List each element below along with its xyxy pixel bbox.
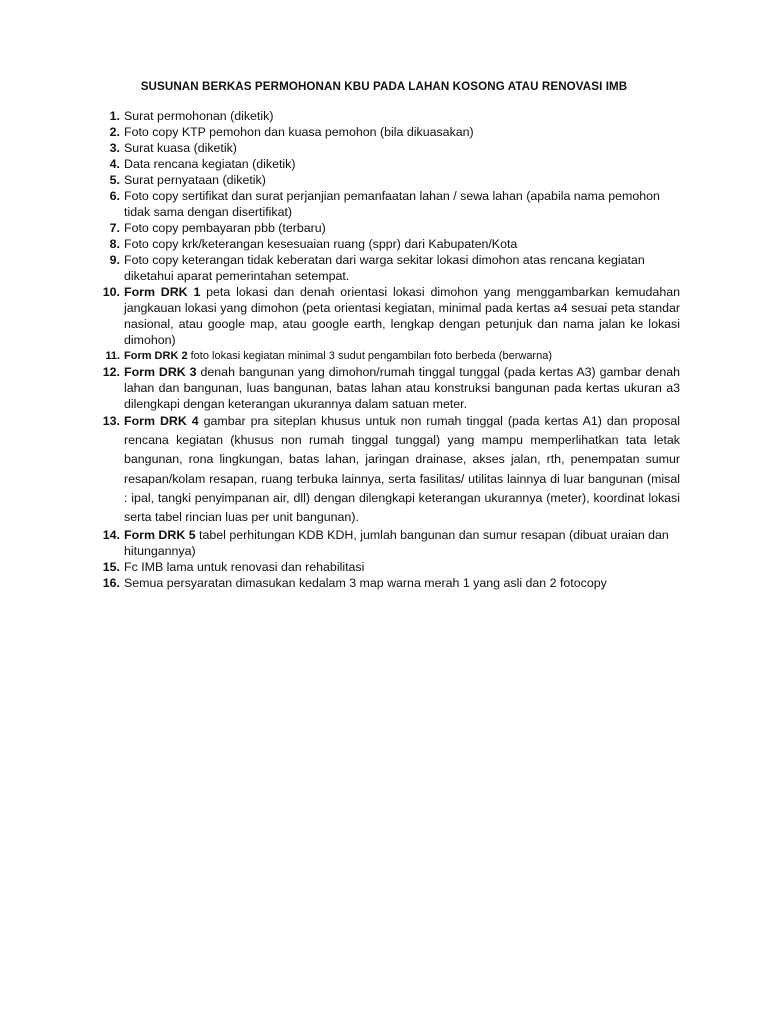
- form-label: Form DRK 2: [124, 350, 188, 362]
- list-item: [96, 108, 680, 124]
- item-number: 5.: [109, 173, 120, 187]
- list-item: [96, 172, 680, 188]
- item-number: 16.: [102, 576, 120, 591]
- list-item: [96, 527, 680, 559]
- list-item: [96, 236, 680, 252]
- item-number: 15.: [102, 560, 120, 575]
- list-item: [96, 284, 680, 348]
- item-text: foto lokasi kegiatan minimal 3 sudut pengambilan foto berbeda (berwarna): [187, 350, 552, 362]
- document-title: SUSUNAN BERKAS PERMOHONAN KBU PADA LAHAN KOSONG ATAU RENOVASI IMB: [140, 80, 628, 93]
- form-label: Form DRK 1: [124, 285, 201, 299]
- list-item: [96, 140, 680, 156]
- item-number: 2.: [109, 125, 120, 139]
- item-text: gambar pra siteplan khusus untuk non rumah tinggal (pada kertas A1) dan proposal rencana kegiatan (khusus non rumah tinggal tunggal) yang mampu memperlihatkan tata letak bangunan, rona lingkungan, batas lahan, jaringan drainase, akses jalan, rth, penempatan sumur resapan/kolam resapan, ruang terbuka lainnya, serta fasilitas/ utilitas lainnya di luar bangunan (misal : ipal, tangki penyimpanan air, dll) dengan dilengkapi keterangan ukurannya (meter), koordinat lokasi serta tabel rincian luas per unit bangunan).: [124, 414, 680, 525]
- item-text: Surat kuasa (diketik): [124, 141, 237, 155]
- item-text: Foto copy KTP pemohon dan kuasa pemohon (bila dikuasakan): [124, 125, 474, 139]
- list-item: [96, 575, 680, 591]
- item-number: 11.: [105, 350, 120, 362]
- item-text: denah bangunan yang dimohon/rumah tinggal tunggal (pada kertas A3) gambar denah lahan dan bangunan, luas bangunan, batas lahan atau konstruksi bangunan pada kertas ukuran a3 dilengkapi dengan keterangan ukurannya dalam satuan meter.: [124, 365, 680, 411]
- item-text: Surat permohonan (diketik): [124, 109, 274, 123]
- item-text: Foto copy keterangan tidak keberatan dari warga sekitar lokasi dimohon atas rencana kegiatan diketahui aparat pemerintahan setempat.: [124, 253, 645, 283]
- item-number: 4.: [109, 157, 120, 171]
- item-text: Foto copy pembayaran pbb (terbaru): [124, 221, 326, 235]
- item-number: 7.: [109, 221, 120, 235]
- item-text: peta lokasi dan denah orientasi lokasi dimohon yang menggambarkan kemudahan jangkauan lokasi yang dimohon (peta orientasi kegiatan, minimal pada kertas a4 sesuai peta standar nasional, atau google map, atau google earth, lengkap dengan petunjuk dan nama jalan ke lokasi dimohon): [124, 285, 680, 347]
- item-text: Fc IMB lama untuk renovasi dan rehabilitasi: [124, 560, 365, 575]
- list-item: [96, 364, 680, 412]
- item-text: Surat pernyataan (diketik): [124, 173, 266, 187]
- item-number: 13.: [102, 414, 120, 428]
- list-item: [96, 348, 680, 364]
- item-text: Foto copy sertifikat dan surat perjanjian pemanfaatan lahan / sewa lahan (apabila nama pemohon tidak sama dengan disertifikat): [124, 189, 660, 219]
- list-item: [96, 156, 680, 172]
- list-item: [96, 559, 680, 575]
- item-number: 12.: [102, 365, 120, 379]
- item-number: 6.: [109, 189, 120, 203]
- item-number: 8.: [109, 237, 120, 251]
- item-text: tabel perhitungan KDB KDH, jumlah bangunan dan sumur resapan (dibuat uraian dan hitungannya): [124, 528, 669, 559]
- form-label: Form DRK 5: [124, 528, 196, 543]
- list-item: [96, 124, 680, 140]
- list-item: [96, 252, 680, 284]
- form-label: Form DRK 3: [124, 365, 197, 379]
- item-number: 10.: [102, 285, 120, 299]
- item-text: Data rencana kegiatan (diketik): [124, 157, 296, 171]
- requirements-list: [96, 108, 680, 591]
- list-item: [96, 412, 680, 527]
- item-text: Semua persyaratan dimasukan kedalam 3 map warna merah 1 yang asli dan 2 fotocopy: [124, 576, 607, 591]
- form-label: Form DRK 4: [124, 414, 199, 428]
- list-item: [96, 220, 680, 236]
- list-item: [96, 188, 680, 220]
- item-number: 14.: [102, 528, 120, 543]
- item-number: 9.: [109, 253, 120, 267]
- item-number: 1.: [109, 109, 120, 123]
- item-text: Foto copy krk/keterangan kesesuaian ruang (sppr) dari Kabupaten/Kota: [124, 237, 518, 251]
- item-number: 3.: [109, 141, 120, 155]
